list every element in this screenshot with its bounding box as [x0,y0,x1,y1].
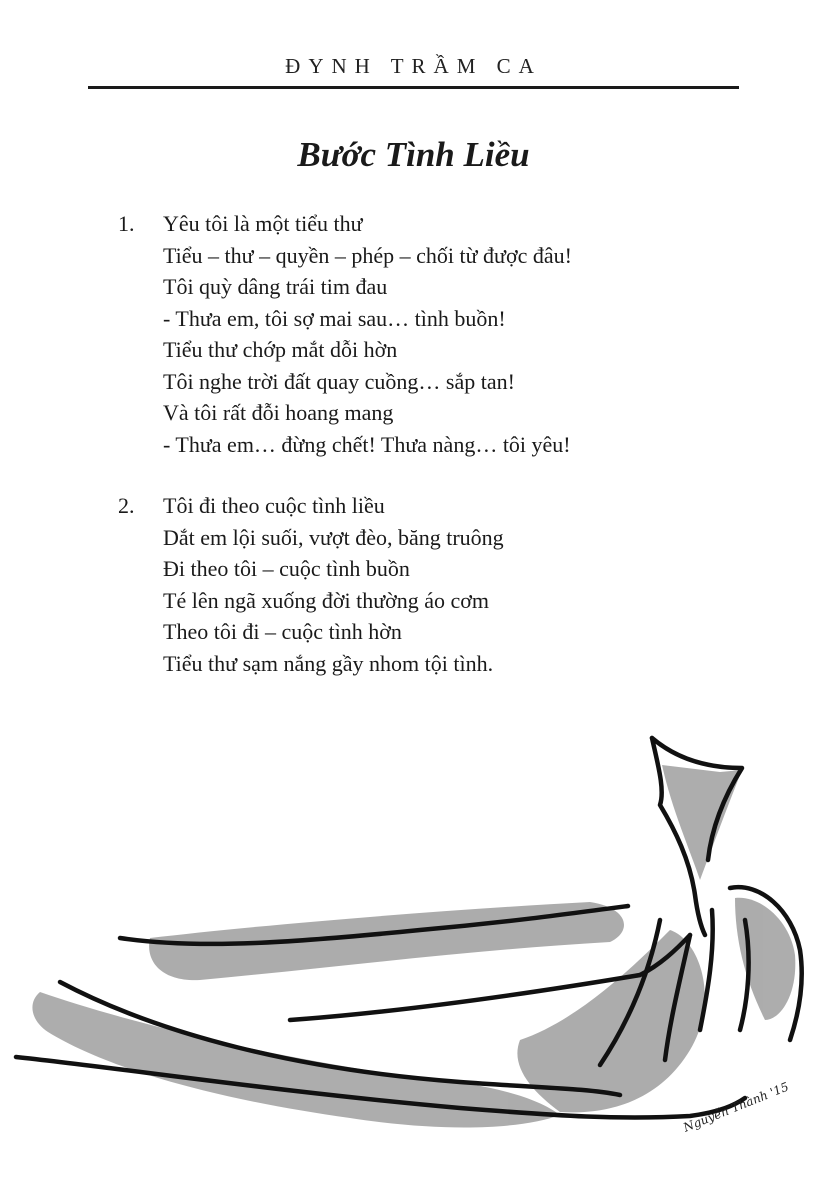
stanza-number: 1. [118,211,135,236]
poem-title: Bước Tình Liều [297,135,530,174]
header-rule [88,86,739,89]
poem-line [118,334,738,366]
poem-line [118,208,738,240]
poem-line-text: Tiểu thư sạm nắng gầy nhom tội tình. [163,650,494,676]
poem-line [118,271,738,303]
poem-line-text: Tiểu thư chớp mắt dỗi hờn [163,337,398,362]
poem-line-text: Tôi nghe trời đất quay cuồng… sắp tan! [163,368,515,394]
poem-line-text: Tiểu – thư – quyền – phép – chối từ được đâu! [163,242,572,268]
poem-line [118,397,738,429]
poem-line [118,648,738,680]
poem-line-text: - Thưa em… đừng chết! Thưa nàng… tôi yêu! [163,431,571,457]
poem-line-text: Té lên ngã xuống đời thường áo cơm [163,587,490,613]
poem-line-text: Đi theo tôi – cuộc tình buồn [163,556,410,581]
poem-line-text: Tôi đi theo cuộc tình liều [163,493,385,518]
stanza-number: 2. [118,493,135,518]
artist-signature: Nguyễn Thành '15 [681,1079,791,1135]
poem-line [118,366,738,398]
stanza-2 [118,490,738,679]
poem-line [118,616,738,648]
poem-line-text: Theo tôi đi – cuộc tình hờn [163,619,402,644]
ink-wash-illustration [0,720,827,1182]
poem-line-text: Tôi quỳ dâng trái tim đau [163,274,388,299]
poem-line [118,490,738,522]
poem-line [118,429,738,461]
poem-line-text: Yêu tôi là một tiểu thư [163,211,363,236]
poem-line [118,553,738,585]
poem-line [118,240,738,272]
poem-line [118,522,738,554]
poem-line-text: - Thưa em, tôi sợ mai sau… tình buồn! [163,305,506,331]
poem-line [118,585,738,617]
running-header: ĐYNH TRẦM CA [285,54,542,78]
stanza-1 [118,208,738,460]
poem-line-text: Dắt em lội suối, vượt đèo, băng truông [163,524,504,550]
poem-line [118,303,738,335]
poem-line-text: Và tôi rất đỗi hoang mang [163,400,394,425]
